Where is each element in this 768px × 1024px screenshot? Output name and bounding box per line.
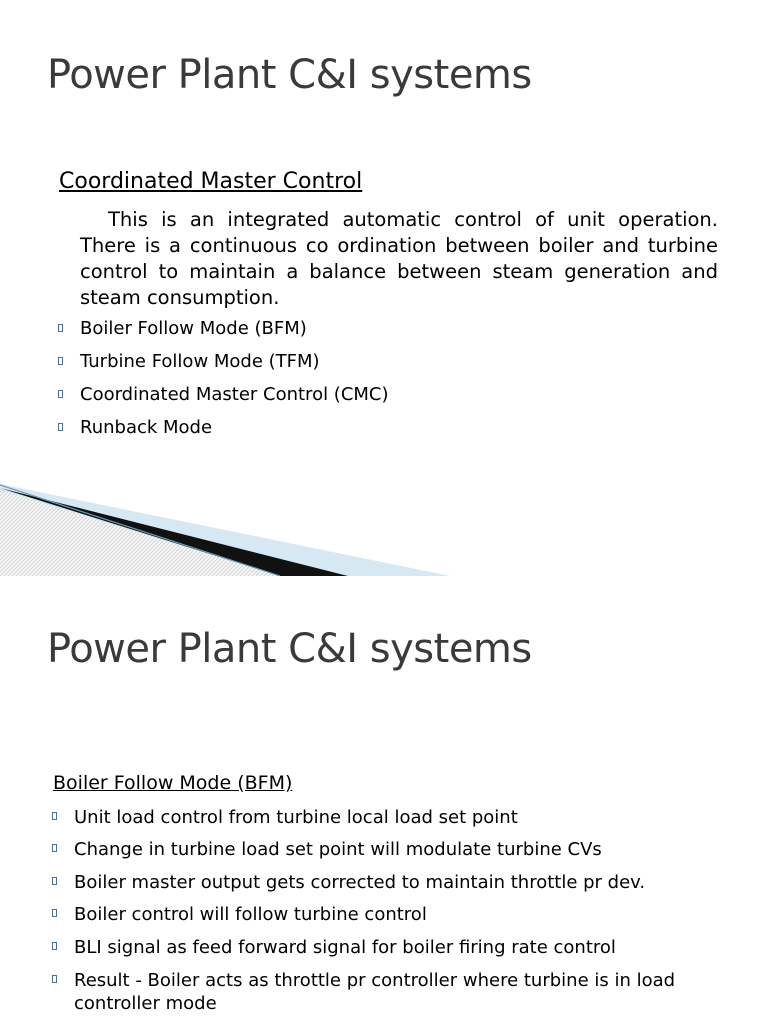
list-item-text: Boiler control will follow turbine control	[74, 904, 427, 925]
slide-1-subheading: Coordinated Master Control	[59, 169, 363, 194]
list-item	[74, 839, 675, 872]
slide-2-title: Power Plant C&I systems	[47, 626, 532, 672]
bullet-marker-icon	[58, 423, 63, 431]
list-item-text: Unit load control from turbine local load set point	[74, 807, 518, 828]
list-item	[80, 417, 389, 450]
slide-2	[0, 576, 768, 1024]
list-item	[74, 904, 675, 937]
list-item-text: BLI signal as feed forward signal for boiler firing rate control	[74, 937, 616, 958]
bullet-marker-icon	[52, 812, 57, 820]
bullet-marker-icon	[52, 942, 57, 950]
list-item	[74, 807, 675, 839]
bullet-marker-icon	[52, 909, 57, 917]
list-item-text: Boiler Follow Mode (BFM)	[80, 318, 307, 339]
bullet-marker-icon	[52, 975, 57, 983]
bullet-marker-icon	[52, 844, 57, 852]
list-item	[80, 384, 389, 417]
bullet-marker-icon	[58, 390, 63, 398]
slide-2-bullet-list	[74, 807, 675, 1016]
slide-1-bullet-list	[80, 318, 389, 450]
bullet-marker-icon	[58, 357, 63, 365]
list-item-continuation	[74, 993, 675, 1016]
slide-2-subheading: Boiler Follow Mode (BFM)	[53, 772, 293, 794]
list-item-text: Turbine Follow Mode (TFM)	[80, 351, 320, 372]
list-item-text: Coordinated Master Control (CMC)	[80, 384, 389, 405]
bullet-marker-icon	[58, 324, 63, 332]
list-item-text: Result - Boiler acts as throttle pr controller where turbine is in load	[74, 970, 676, 991]
slide-footer-swoosh-decoration	[0, 480, 768, 576]
bullet-marker-icon	[52, 877, 57, 885]
list-item	[80, 351, 389, 384]
list-item	[74, 970, 675, 993]
list-item-text: controller mode	[74, 993, 217, 1014]
list-item-text: Runback Mode	[80, 417, 213, 438]
list-item	[74, 937, 675, 970]
slide-1-title: Power Plant C&I systems	[47, 52, 532, 98]
list-item-text: Boiler master output gets corrected to maintain throttle pr dev.	[74, 872, 646, 893]
list-item-text: Change in turbine load set point will modulate turbine CVs	[74, 839, 602, 860]
list-item	[80, 318, 389, 351]
list-item	[74, 872, 675, 904]
slide-1-paragraph: This is an integrated automatic control of unit operation. There is a continuous co ordination between boiler and turbine control to maintain a balance between steam generation and steam consumption.	[80, 208, 718, 309]
